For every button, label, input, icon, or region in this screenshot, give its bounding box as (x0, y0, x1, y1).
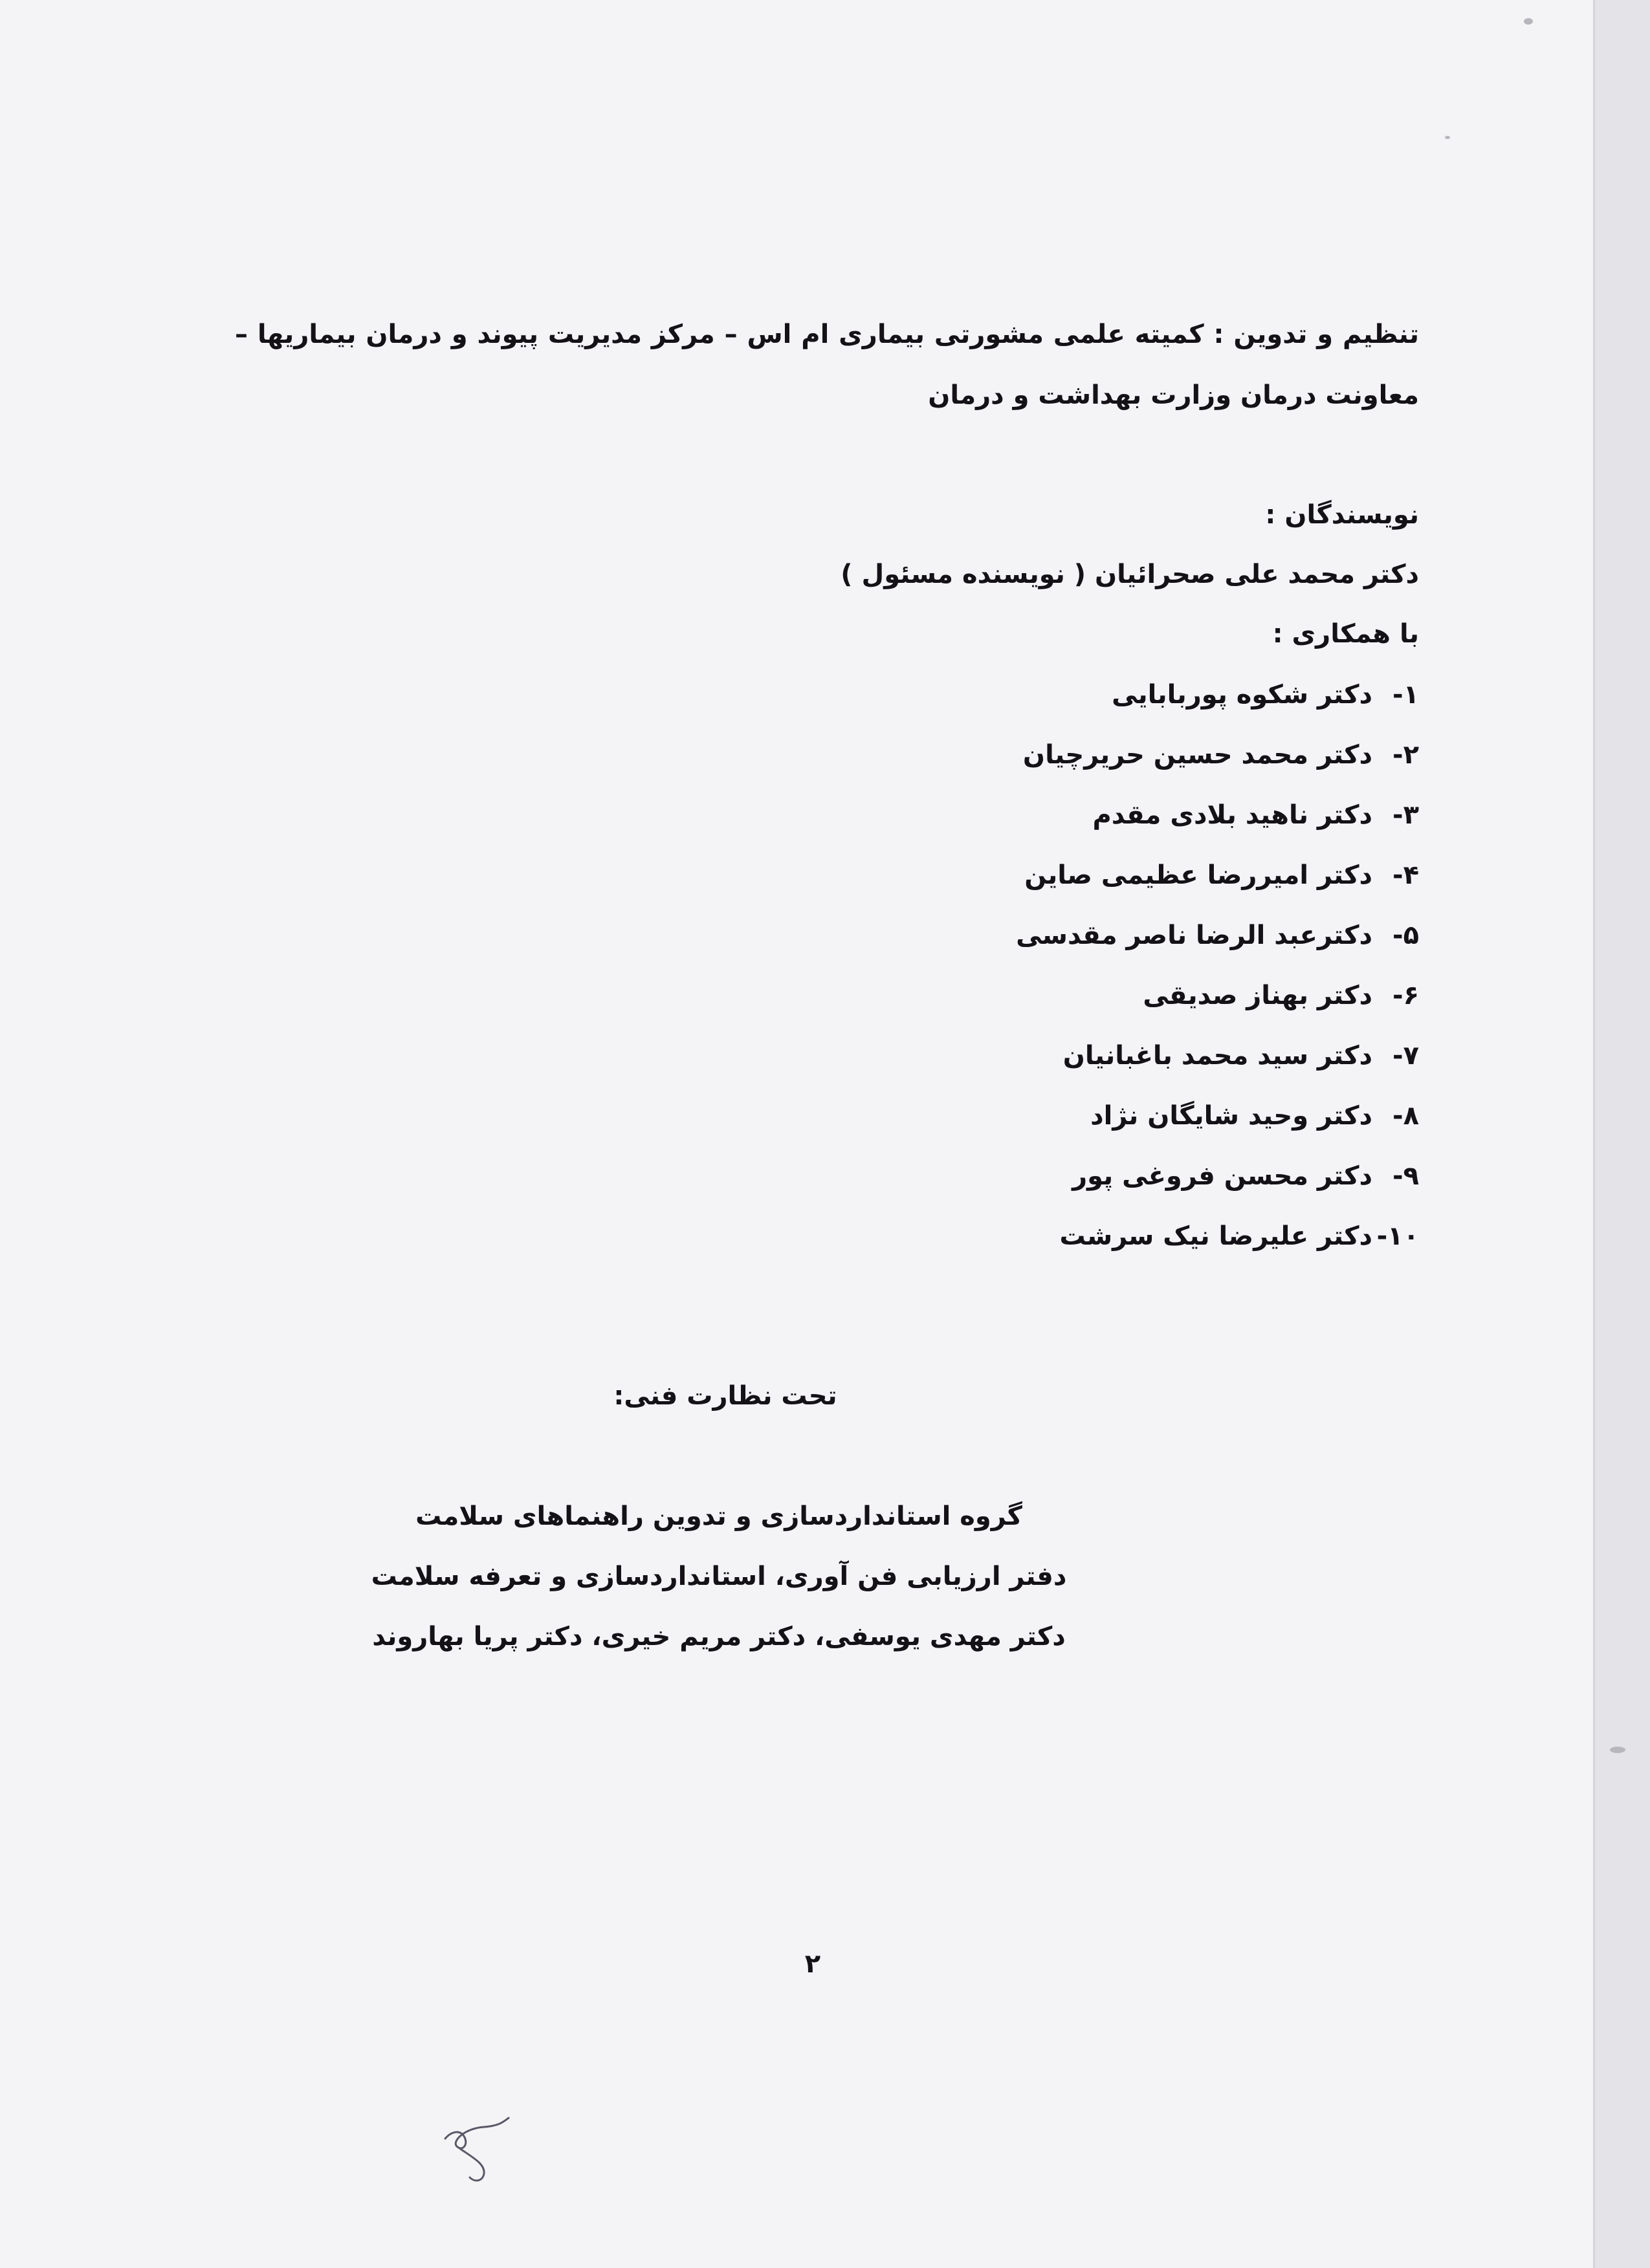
scan-speck (1524, 18, 1533, 25)
collaborator-name: دکتر علیرضا نیک سرشت (1059, 1221, 1372, 1251)
collaborator-name: دکتر شکوه پوربابایی (1112, 680, 1372, 710)
list-item (1016, 916, 1419, 955)
list-item (1023, 736, 1419, 774)
collaborator-name: دکتر ناهید بلادی مقدم (1092, 800, 1372, 830)
list-item (1072, 1157, 1419, 1195)
collaborator-name: دکتر سید محمد باغبانیان (1062, 1041, 1372, 1071)
scan-edge (1593, 0, 1650, 2268)
list-number: ۵- (1392, 921, 1419, 950)
compiled-by-heading: تنظیم و تدوین : کمیته علمی مشورتی بیماری ام اس – مرکز مدیریت پیوند و درمان بیماریها – معاونت درمان وزارت بهداشت و درمان (235, 320, 1419, 410)
list-number: ۱۰- (1376, 1221, 1419, 1251)
scan-speck (1610, 1747, 1625, 1753)
list-item (1063, 1036, 1419, 1075)
page-number: ۲ (804, 1949, 821, 1979)
list-item (1092, 796, 1419, 834)
collaborator-name: دکتر محسن فروغی پور (1072, 1161, 1372, 1191)
collaborator-name: دکتر بهناز صدیقی (1143, 981, 1372, 1010)
list-number: ۶- (1392, 981, 1419, 1010)
supervision-line: گروه استانداردسازی و تدوین راهنماهای سلامت (415, 1501, 1022, 1531)
collaborator-name: دکترعبد الرضا ناصر مقدسی (1016, 921, 1372, 950)
collaborator-name: دکتر محمد حسین حریرچیان (1022, 740, 1372, 770)
scan-speck (1445, 136, 1450, 139)
collaborator-name: دکتر وحید شایگان نژاد (1090, 1101, 1372, 1131)
authors-label: نویسندگان : (1265, 500, 1419, 530)
collaborators-label: با همکاری : (1272, 619, 1419, 649)
list-number: ۳- (1392, 800, 1419, 830)
list-item (1059, 1217, 1419, 1256)
collaborator-name: دکتر امیررضا عظیمی صاین (1024, 860, 1372, 890)
supervision-line: دفتر ارزیابی فن آوری، استانداردسازی و تعرفه سلامت (371, 1562, 1067, 1591)
list-number: ۷- (1392, 1041, 1419, 1071)
list-number: ۲- (1392, 740, 1419, 770)
lead-author: دکتر محمد علی صحرائیان ( نویسنده مسئول ) (841, 560, 1419, 589)
list-number: ۴- (1392, 860, 1419, 890)
list-item (1024, 856, 1419, 895)
supervision-label: تحت نظارت فنی: (613, 1381, 837, 1411)
handwritten-mark (432, 2115, 523, 2186)
list-item (1112, 675, 1419, 714)
list-item (1090, 1096, 1419, 1135)
supervision-line: دکتر مهدی یوسفی، دکتر مریم خیری، دکتر پریا بهاروند (372, 1622, 1066, 1652)
list-item (1143, 976, 1419, 1015)
list-number: ۱- (1392, 680, 1419, 710)
list-number: ۹- (1392, 1161, 1419, 1191)
list-number: ۸- (1392, 1101, 1419, 1131)
